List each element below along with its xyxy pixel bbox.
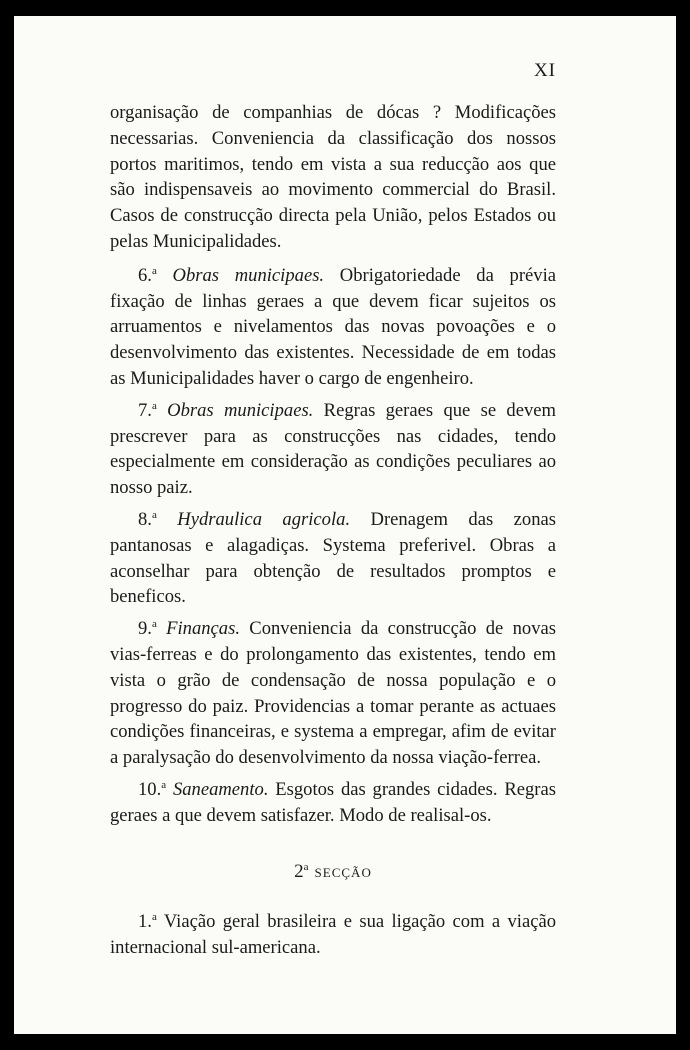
item-number: 8. [138, 508, 152, 530]
page-number: XI [533, 60, 556, 81]
item-text: Viação geral brasileira e sua ligação com a viação internacional sul-americana. [110, 911, 556, 959]
paragraph-item-6 [110, 263, 556, 392]
section-heading [110, 859, 556, 886]
paragraph-section2-item-1 [110, 909, 556, 961]
item-number: 9. [138, 618, 152, 640]
section-title: SECÇÃO [314, 864, 372, 880]
paragraph-item-7 [110, 398, 556, 501]
ordinal-mark: a [151, 264, 157, 277]
item-label: Saneamento. [172, 778, 269, 800]
item-label: Hydraulica agricola. [177, 508, 351, 530]
ordinal-mark: a [151, 911, 157, 924]
item-label: Finanças. [166, 618, 240, 640]
paragraph-item-8 [110, 507, 556, 610]
body-text [110, 100, 556, 967]
item-number: 7. [138, 399, 152, 421]
book-page [14, 16, 676, 1034]
item-number: 1. [138, 911, 152, 933]
item-text: Esgotos das grandes cidades. Regras geraes a que devem satisfazer. Modo de realisal-os. [110, 778, 556, 826]
paragraph-item-9 [110, 616, 556, 771]
item-text: Regras geraes que se devem prescrever para as construcções nas cidades, tendo especialmente em consideração as condições peculiares ao nosso paiz. [110, 399, 556, 499]
ordinal-mark: a [161, 778, 167, 791]
item-number: 6. [138, 264, 152, 286]
ordinal-mark: a [151, 399, 157, 412]
section-ordinal-mark: a [303, 860, 309, 873]
item-text: Conveniencia da construcção de novas vias-ferreas e do prolongamento das existentes, tendo em vista o grão de condensação de nossa população e o progresso do paiz. Providencias a tomar perante as actuaes condições financeiras, e systema a empregar, afim de evitar a paralysação do desenvolvimento da nossa viação-ferrea. [110, 618, 556, 769]
paragraph-text: organisação de companhias de dócas ? Modificações necessarias. Conveniencia da classificação dos nossos portos maritimos, tendo em vista a sua reducção aos que são indispensaveis ao movimento commercial do Brasil. Casos de construcção directa pela União, pelos Estados ou pelas Municipalidades. [110, 102, 556, 252]
ordinal-mark: a [151, 618, 157, 631]
paragraph-continuation [110, 100, 556, 255]
section-number: 2 [294, 860, 304, 882]
item-label: Obras municipaes. [172, 264, 325, 286]
paragraph-item-10 [110, 777, 556, 829]
item-number: 10. [138, 778, 162, 800]
item-text: Obrigatoriedade da prévia fixação de linhas geraes a que devem ficar sujeitos os arruamentos e nivelamentos das novas povoações e o desenvolvimento das existentes. Necessidade de em todas as Municipalidades haver o cargo de engenheiro. [110, 264, 556, 389]
ordinal-mark: a [151, 508, 157, 521]
item-text: Drenagem das zonas pantanosas e alagadiças. Systema preferivel. Obras a aconselhar para obtenção de resultados promptos e beneficos. [110, 508, 556, 608]
item-label: Obras municipaes. [167, 399, 314, 421]
